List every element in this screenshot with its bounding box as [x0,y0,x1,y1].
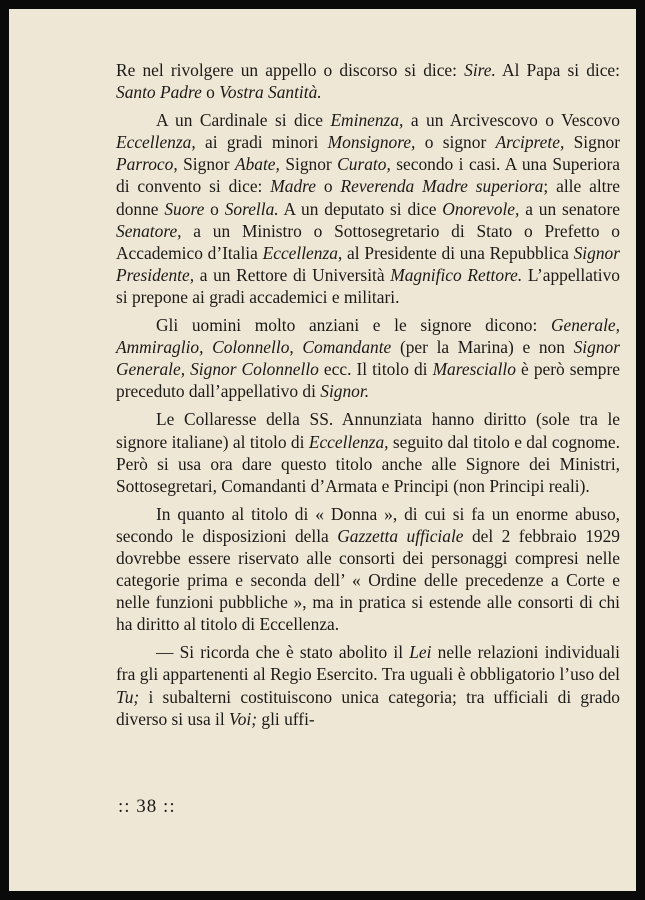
text-run: A un Cardinale si dice [156,110,331,131]
text-run: o [204,198,225,219]
italic-run: Vostra Santità. [219,82,322,103]
italic-run: Tu; [116,686,140,707]
italic-run: Madre [270,176,316,197]
text-run: Signor [279,154,338,175]
text-run: L’appellativo si prepone ai gradi accademici e militari. [116,264,620,307]
italic-run: Onorevole, [442,198,520,219]
italic-run: Santo Padre [116,82,202,103]
text-run: (per la Marina) e non [391,337,574,358]
italic-run: Monsignore, [327,132,416,153]
italic-run: Eccellenza, [308,431,389,452]
italic-run: Magnifico Rettore. [390,264,523,285]
text-run: — Si ricorda che è stato abolito il [156,642,410,663]
paragraph-4 [116,408,620,496]
text-run: A un deputato si dice [278,198,443,219]
italic-run: Arciprete, [495,132,565,153]
text-run: Signor [564,132,621,153]
text-run: gli uffi- [257,708,315,729]
text-run: Signor [177,154,235,175]
body-text [116,59,620,736]
italic-run: Signor. [320,381,370,402]
text-run: Le Collaresse della SS. Annunziata hanno diritto (sole tra le signore italiane) al titolo di [116,409,620,452]
italic-run: Signor Presidente, [116,242,620,285]
text-run: a un Rettore di Università [194,264,391,285]
book-page [9,9,636,891]
paragraph-1 [116,59,620,103]
italic-run: Gazzetta ufficiale [337,525,464,546]
italic-run: Eccellenza, [116,132,196,153]
italic-run: Suore [164,198,205,219]
text-run: ai gradi minori [195,132,328,153]
text-run: In quanto al titolo di « Donna », di cui si fa un enorme abuso, secondo le disposizioni della [116,503,620,546]
paragraph-3 [116,314,620,402]
text-run: a un Ministro o Sottosegretario di Stato o Prefetto o Accademico d’Italia [116,220,620,263]
italic-run: Voi; [229,708,258,729]
italic-run: Eminenza, [330,110,404,131]
text-run: Re nel rivolgere un appello o discorso si dice: [116,60,465,80]
text-run: del 2 febbraio 1929 dovrebbe essere riservato alle consorti dei personaggi compresi nelle categorie prima e seconda dell’ « Ordine delle precedenze a Corte e nelle funzioni pubbliche », ma in pratica si estende alle consorti di chi ha diritto al titolo di Eccellenza. [116,525,620,635]
paragraph-5 [116,503,620,636]
italic-run: Lei [409,642,432,663]
italic-run: Sire. [464,60,496,80]
italic-run: Eccellenza, [262,242,343,263]
text-run: o signor [415,132,496,153]
text-run: a un Arcivescovo o Vescovo [403,110,620,131]
text-run: Al Papa si dice: [495,60,620,80]
text-run: a un senatore [519,198,620,219]
italic-run: Generale, Ammiraglio, Colonnello, Comandante [116,315,620,358]
paragraph-2 [116,109,620,308]
italic-run: Abate, [234,154,280,175]
italic-run: Sorella. [224,198,279,219]
italic-run: Maresciallo [432,359,516,380]
italic-run: Signor Generale, Signor Colonnello [116,337,620,380]
italic-run: Parroco, [116,154,178,175]
text-run: ecc. Il titolo di [318,359,433,380]
text-run: è però sempre preceduto dall’appellativo di [116,359,620,402]
text-run: seguito dal titolo e dal cognome. Però si usa ora dare questo titolo anche alle Signore dei Ministri, Sottosegretari, Comandanti d’Armata e Principi (non Principi reali). [116,431,620,496]
text-run: ; alle altre donne [116,176,621,219]
text-run: secondo i casi. A una Superiora di convento si dice: [116,154,621,197]
italic-run: Senatore, [116,220,182,241]
paragraph-6 [116,641,620,729]
italic-run: Curato, [337,154,391,175]
text-run: al Presidente di una Repubblica [342,242,574,263]
text-run: i subalterni costituiscono unica categoria; tra ufficiali di grado diverso si usa il [116,686,620,729]
text-run: o [201,82,220,103]
text-run: nelle relazioni individuali fra gli appartenenti al Regio Esercito. Tra uguali è obbligatorio l’uso del [116,642,621,685]
text-run: Gli uomini molto anziani e le signore dicono: [156,315,551,336]
italic-run: Reverenda Madre superiora [340,176,544,197]
text-run: o [316,176,341,197]
page-number: :: 38 :: [118,796,176,817]
